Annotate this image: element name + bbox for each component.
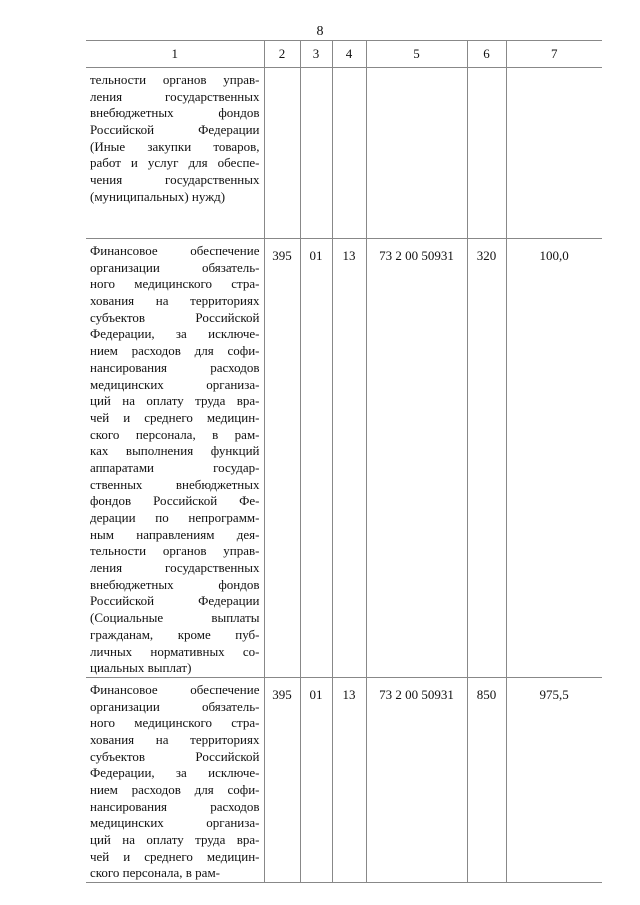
chapter-code-cell: 395	[264, 239, 300, 678]
subsection-code-cell: 13	[332, 677, 366, 882]
description-line: медицинских организа-	[90, 376, 260, 392]
description-line: ственных внебюджетных	[90, 476, 260, 492]
description-line: внебюджетных фондов	[90, 105, 260, 121]
description-line: тельности органов управ-	[90, 72, 260, 87]
description-line: ского персонала, в рам-	[90, 865, 220, 881]
description-line: ного медицинского стра-	[90, 715, 260, 731]
subsection-code-cell	[332, 68, 366, 239]
description-line: субъектов Российской	[90, 309, 260, 325]
expense-type-cell: 320	[467, 239, 506, 678]
description-line: нием расходов для софи-	[90, 343, 260, 359]
amount-cell	[506, 68, 602, 239]
description-line: ках выполнения функций	[90, 443, 260, 459]
description-line: (муниципальных) нужд)	[90, 188, 226, 204]
description-line: Российской Федерации	[90, 122, 260, 138]
expense-type-cell	[467, 68, 506, 239]
description-line: организации обязатель-	[90, 698, 260, 714]
amount-cell: 100,0	[506, 239, 602, 678]
table-row	[86, 68, 602, 239]
description-line: хования на территориях	[90, 293, 260, 309]
description-line: Федерации, за исключе-	[90, 326, 260, 342]
column-header-3: 3	[300, 41, 332, 68]
budget-table	[86, 40, 602, 883]
row-description	[86, 239, 264, 678]
description-line: ным направлениям дея-	[90, 526, 260, 542]
column-header-6: 6	[467, 41, 506, 68]
description-line: нансирования расходов	[90, 359, 260, 375]
description-line: внебюджетных фондов	[90, 576, 260, 592]
description-line: тельности органов управ-	[90, 543, 260, 559]
chapter-code-cell: 395	[264, 677, 300, 882]
column-header-1: 1	[171, 46, 178, 61]
description-line: ций на оплату труда вра-	[90, 832, 260, 848]
column-header-4: 4	[332, 41, 366, 68]
description-line: циальных выплат)	[90, 660, 192, 676]
description-line: аппаратами государ-	[90, 459, 260, 475]
section-code-cell	[300, 68, 332, 239]
description-line: чения государственных	[90, 172, 260, 188]
target-article-cell: 73 2 00 50931	[366, 239, 467, 678]
description-line: (Иные закупки товаров,	[90, 138, 260, 154]
amount-cell: 975,5	[506, 677, 602, 882]
section-code-cell: 01	[300, 239, 332, 678]
description-line: ций на оплату труда вра-	[90, 393, 260, 409]
description-line: хования на территориях	[90, 731, 260, 747]
description-line: ского персонала, в рам-	[90, 426, 260, 442]
description-line: личных нормативных со-	[90, 643, 260, 659]
column-header-2: 2	[264, 41, 300, 68]
description-line: чей и среднего медицин-	[90, 848, 260, 864]
table-row	[86, 677, 602, 882]
column-header-5: 5	[366, 41, 467, 68]
description-line: Финансовое обеспечение	[90, 681, 260, 697]
page-number: 8	[316, 24, 324, 39]
expense-type-cell: 850	[467, 677, 506, 882]
description-line: ления государственных	[90, 560, 260, 576]
target-article-cell: 73 2 00 50931	[366, 677, 467, 882]
description-line: организации обязатель-	[90, 259, 260, 275]
column-header-7: 7	[506, 41, 602, 68]
header-row	[86, 41, 602, 68]
description-line: нансирования расходов	[90, 798, 260, 814]
description-line: чей и среднего медицин-	[90, 409, 260, 425]
description-line: ного медицинского стра-	[90, 276, 260, 292]
description-line: Федерации, за исключе-	[90, 765, 260, 781]
target-article-cell	[366, 68, 467, 239]
row-description	[86, 677, 264, 882]
row-description	[86, 68, 264, 239]
subsection-code-cell: 13	[332, 239, 366, 678]
description-line: гражданам, кроме пуб-	[90, 626, 260, 642]
description-line: фондов Российской Фе-	[90, 493, 260, 509]
description-line: Российской Федерации	[90, 593, 260, 609]
description-line: (Социальные выплаты	[90, 610, 260, 626]
description-line: дерации по непрограмм-	[90, 510, 260, 525]
description-line: медицинских организа-	[90, 815, 260, 831]
description-line: ления государственных	[90, 88, 260, 104]
table-row	[86, 239, 602, 678]
description-line: субъектов Российской	[90, 748, 260, 764]
chapter-code-cell	[264, 68, 300, 239]
description-line: нием расходов для софи-	[90, 782, 260, 797]
description-line: работ и услуг для обеспе-	[90, 155, 260, 171]
description-line: Финансовое обеспечение	[90, 243, 260, 258]
section-code-cell: 01	[300, 677, 332, 882]
